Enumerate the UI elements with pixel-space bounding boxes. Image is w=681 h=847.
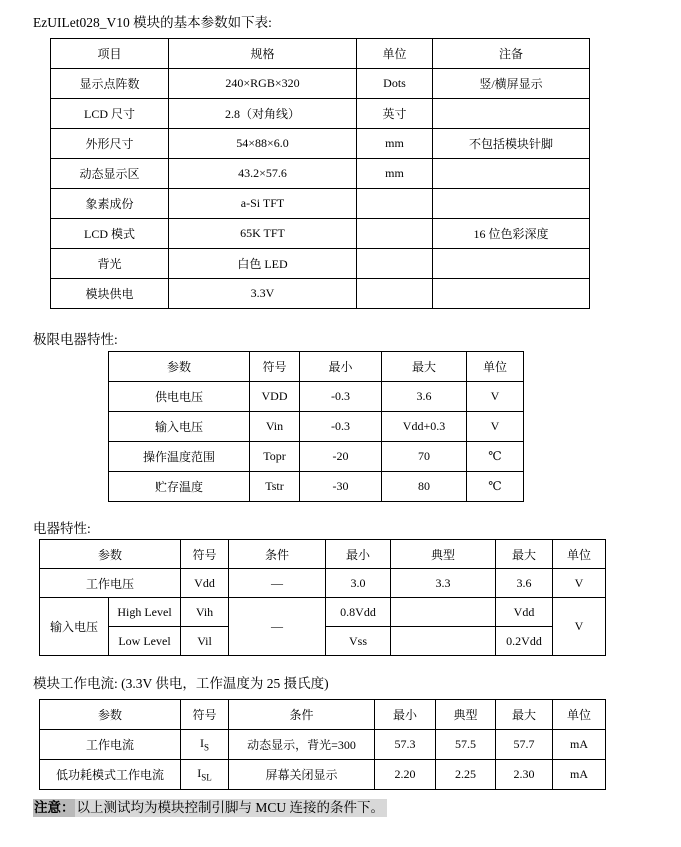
cell-remark [433,189,590,219]
col-header-unit: 单位 [553,700,606,730]
cell-typ: 3.3 [391,569,496,598]
col-header-min: 最小 [300,352,382,382]
cell-typ [391,598,496,627]
cell-condition: — [229,569,326,598]
cell-max: Vdd [496,598,553,627]
col-header-unit: 单位 [553,540,606,569]
col-header-unit: 单位 [357,39,433,69]
note-text: 以上测试均为模块控制引脚与 MCU 连接的条件下。 [75,799,388,817]
cell-item: 动态显示区 [51,159,169,189]
col-header-param: 参数 [40,540,181,569]
cell-max: 57.7 [496,730,553,760]
cell-unit [357,189,433,219]
table-row [109,412,524,442]
cell-param: 输入电压 [109,412,250,442]
cell-typ: 57.5 [436,730,496,760]
table-header-row [40,540,606,569]
cell-symbol: Tstr [250,472,300,502]
cell-min: Vss [326,627,391,656]
cell-unit [357,249,433,279]
note-label: 注意： [34,800,75,815]
cell-symbol: VDD [250,382,300,412]
col-header-spec: 规格 [169,39,357,69]
symbol-subscript: SL [201,772,212,783]
section-label-current: 模块工作电流: (3.3V 供电，工作温度为 25 摄氏度) [33,676,329,691]
basic-params-table [50,38,590,309]
cell-max: 0.2Vdd [496,627,553,656]
cell-symbol: Vil [181,627,229,656]
table-row [51,99,590,129]
cell-min: -20 [300,442,382,472]
table-row [51,279,590,309]
col-header-typ: 典型 [436,700,496,730]
cell-unit [357,219,433,249]
table-header-row [40,700,606,730]
table-row [51,189,590,219]
symbol-subscript: S [203,742,209,753]
cell-param: 贮存温度 [109,472,250,502]
cell-unit [357,279,433,309]
col-header-condition: 条件 [229,700,375,730]
cell-remark: 不包括模块针脚 [433,129,590,159]
col-header-param: 参数 [40,700,181,730]
cell-max: 70 [382,442,467,472]
cell-min: 3.0 [326,569,391,598]
cell-unit: ℃ [467,472,524,502]
cell-min: -0.3 [300,382,382,412]
cell-param: 低功耗模式工作电流 [40,760,181,790]
cell-param: 工作电压 [40,569,181,598]
cell-item: LCD 模式 [51,219,169,249]
cell-remark: 竖/横屏显示 [433,69,590,99]
col-header-typ: 典型 [391,540,496,569]
cell-min: 2.20 [375,760,436,790]
cell-max: 80 [382,472,467,502]
cell-symbol: Vih [181,598,229,627]
cell-condition: 动态显示，背光=300 [229,730,375,760]
cell-max: 3.6 [496,569,553,598]
table-row [40,598,606,627]
table-row [109,472,524,502]
cell-remark: 16 位色彩深度 [433,219,590,249]
cell-max: Vdd+0.3 [382,412,467,442]
col-header-condition: 条件 [229,540,326,569]
cell-typ [391,627,496,656]
cell-param: 操作温度范围 [109,442,250,472]
cell-unit: mm [357,129,433,159]
table-row [51,69,590,99]
cell-max: 2.30 [496,760,553,790]
cell-level: High Level [109,598,181,627]
col-header-max: 最大 [496,700,553,730]
cell-symbol: Vdd [181,569,229,598]
cell-spec: 白色 LED [169,249,357,279]
cell-unit: mA [553,730,606,760]
cell-unit: Dots [357,69,433,99]
table-row [40,760,606,790]
cell-unit: 英寸 [357,99,433,129]
col-header-symbol: 符号 [181,540,229,569]
table-row [40,730,606,760]
cell-symbol: Topr [250,442,300,472]
table-row [109,382,524,412]
cell-symbol [181,760,229,790]
table-row [51,159,590,189]
cell-unit: V [553,598,606,656]
col-header-symbol: 符号 [250,352,300,382]
cell-item: LCD 尺寸 [51,99,169,129]
cell-unit: ℃ [467,442,524,472]
cell-spec: 54×88×6.0 [169,129,357,159]
cell-typ: 2.25 [436,760,496,790]
page-title: EzUILet028_V10 模块的基本参数如下表: [33,15,272,30]
cell-param: 输入电压 [40,598,109,656]
symbol-base: I [199,736,204,751]
col-header-param: 参数 [109,352,250,382]
cell-symbol: Vin [250,412,300,442]
note-line [33,799,387,817]
col-header-min: 最小 [375,700,436,730]
cell-condition: 屏幕关闭显示 [229,760,375,790]
cell-spec: 2.8（对角线） [169,99,357,129]
table-row [40,569,606,598]
cell-item: 象素成份 [51,189,169,219]
operating-current-table [39,699,606,790]
cell-unit: mm [357,159,433,189]
col-header-max: 最大 [496,540,553,569]
cell-remark [433,249,590,279]
cell-condition: — [229,598,326,656]
cell-param: 供电电压 [109,382,250,412]
cell-item: 显示点阵数 [51,69,169,99]
cell-min: 0.8Vdd [326,598,391,627]
cell-symbol [181,730,229,760]
cell-min: 57.3 [375,730,436,760]
cell-min: -30 [300,472,382,502]
cell-remark [433,279,590,309]
table-header-row [51,39,590,69]
table-row [51,219,590,249]
table-row [51,249,590,279]
cell-spec: 3.3V [169,279,357,309]
section-label-limit: 极限电器特性: [33,332,118,347]
cell-min: -0.3 [300,412,382,442]
cell-spec: a-Si TFT [169,189,357,219]
electrical-characteristics-table [39,539,606,656]
section-label-electrical: 电器特性: [33,521,91,536]
cell-item: 模块供电 [51,279,169,309]
cell-item: 背光 [51,249,169,279]
cell-unit: V [467,412,524,442]
col-header-remark: 注备 [433,39,590,69]
col-header-symbol: 符号 [181,700,229,730]
table-row [51,129,590,159]
col-header-min: 最小 [326,540,391,569]
cell-param: 工作电流 [40,730,181,760]
limit-ratings-table [108,351,524,502]
col-header-max: 最大 [382,352,467,382]
col-header-unit: 单位 [467,352,524,382]
cell-remark [433,99,590,129]
cell-item: 外形尺寸 [51,129,169,159]
symbol-base: I [197,766,202,781]
table-header-row [109,352,524,382]
cell-level: Low Level [109,627,181,656]
cell-spec: 43.2×57.6 [169,159,357,189]
cell-remark [433,159,590,189]
cell-unit: V [467,382,524,412]
cell-unit: mA [553,760,606,790]
cell-spec: 240×RGB×320 [169,69,357,99]
cell-max: 3.6 [382,382,467,412]
cell-unit: V [553,569,606,598]
cell-spec: 65K TFT [169,219,357,249]
col-header-item: 项目 [51,39,169,69]
table-row [109,442,524,472]
